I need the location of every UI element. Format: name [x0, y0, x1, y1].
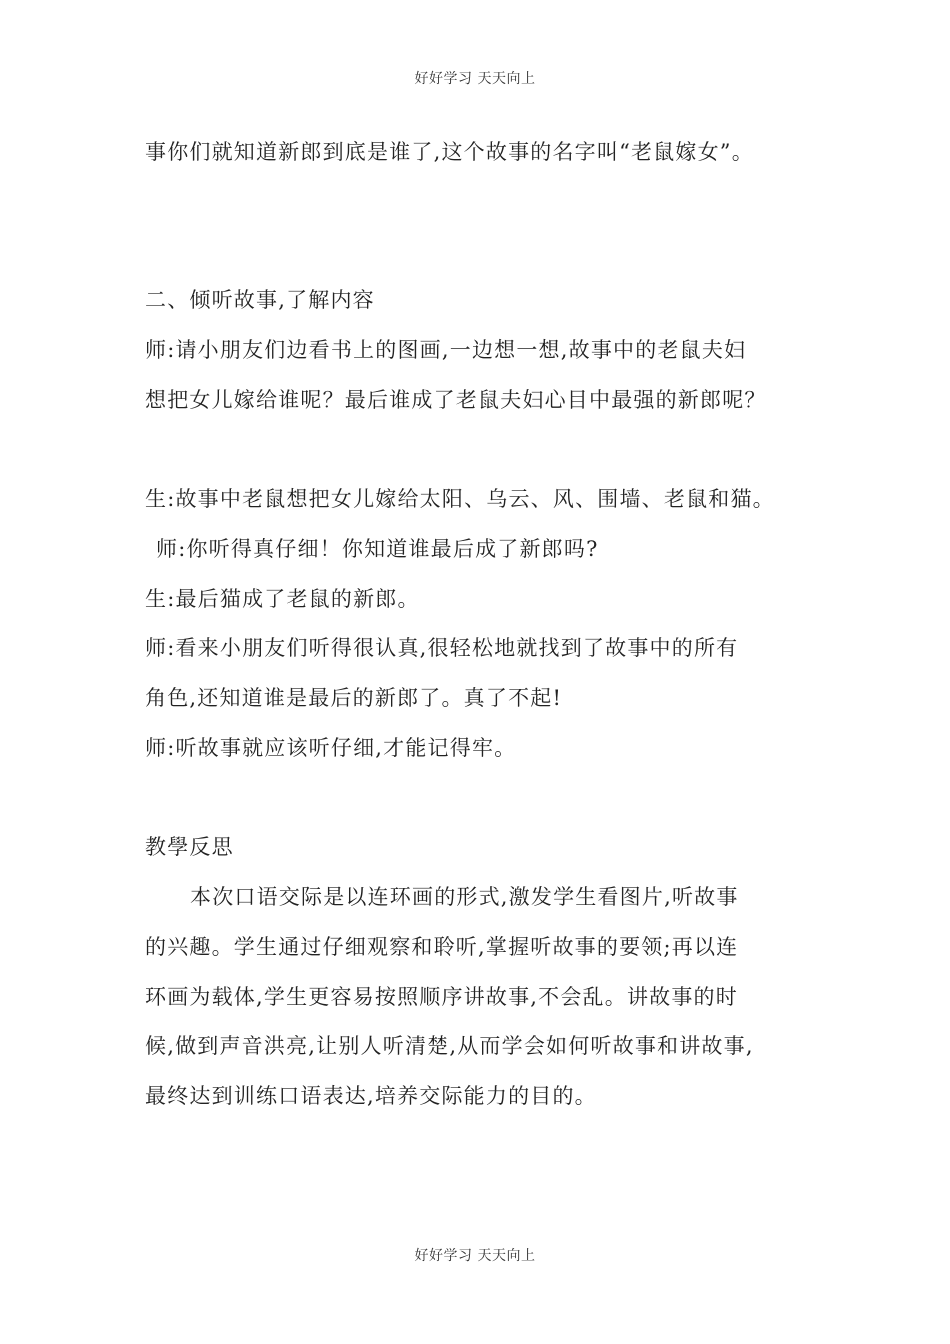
text-line: 师:你听得真仔细！你知道谁最后成了新郎吗? [156, 537, 599, 561]
text-line: 生:故事中老鼠想把女儿嫁给太阳、乌云、风、围墙、老鼠和猫。 [145, 487, 775, 511]
page-footer: 好好学习 天天向上 [414, 1248, 536, 1264]
section-heading: 教學反思 [145, 835, 234, 859]
text-line: 最终达到训练口语表达,培养交际能力的目的。 [145, 1084, 597, 1108]
text-line: 师:看来小朋友们听得很认真,很轻松地就找到了故事中的所有 [145, 636, 739, 660]
text-line: 想把女儿嫁给谁呢？最后谁成了老鼠夫妇心目中最强的新郎呢？ [145, 388, 767, 412]
text-line: 环画为载体,学生更容易按照顺序讲故事,不会乱。讲故事的时 [145, 985, 738, 1009]
section-heading: 二、倾听故事,了解内容 [145, 288, 375, 312]
text-line: 的兴趣。学生通过仔细观察和聆听,掌握听故事的要领;再以连 [145, 935, 739, 959]
text-line: 事你们就知道新郎到底是谁了,这个故事的名字叫“老鼠嫁女”。 [145, 140, 754, 164]
text-line: 候,做到声音洪亮,让别人听清楚,从而学会如何听故事和讲故事, [145, 1034, 754, 1058]
text-line: 师:听故事就应该听仔细,才能记得牢。 [145, 736, 517, 760]
text-line: 生:最后猫成了老鼠的新郎。 [145, 587, 420, 611]
text-line: 角色,还知道谁是最后的新郎了。真了不起! [145, 686, 563, 710]
text-line: 师:请小朋友们边看书上的图画,一边想一想,故事中的老鼠夫妇 [145, 338, 747, 362]
text-line: 本次口语交际是以连环画的形式,激发学生看图片,听故事 [190, 885, 739, 909]
page-header: 好好学习 天天向上 [414, 71, 536, 87]
